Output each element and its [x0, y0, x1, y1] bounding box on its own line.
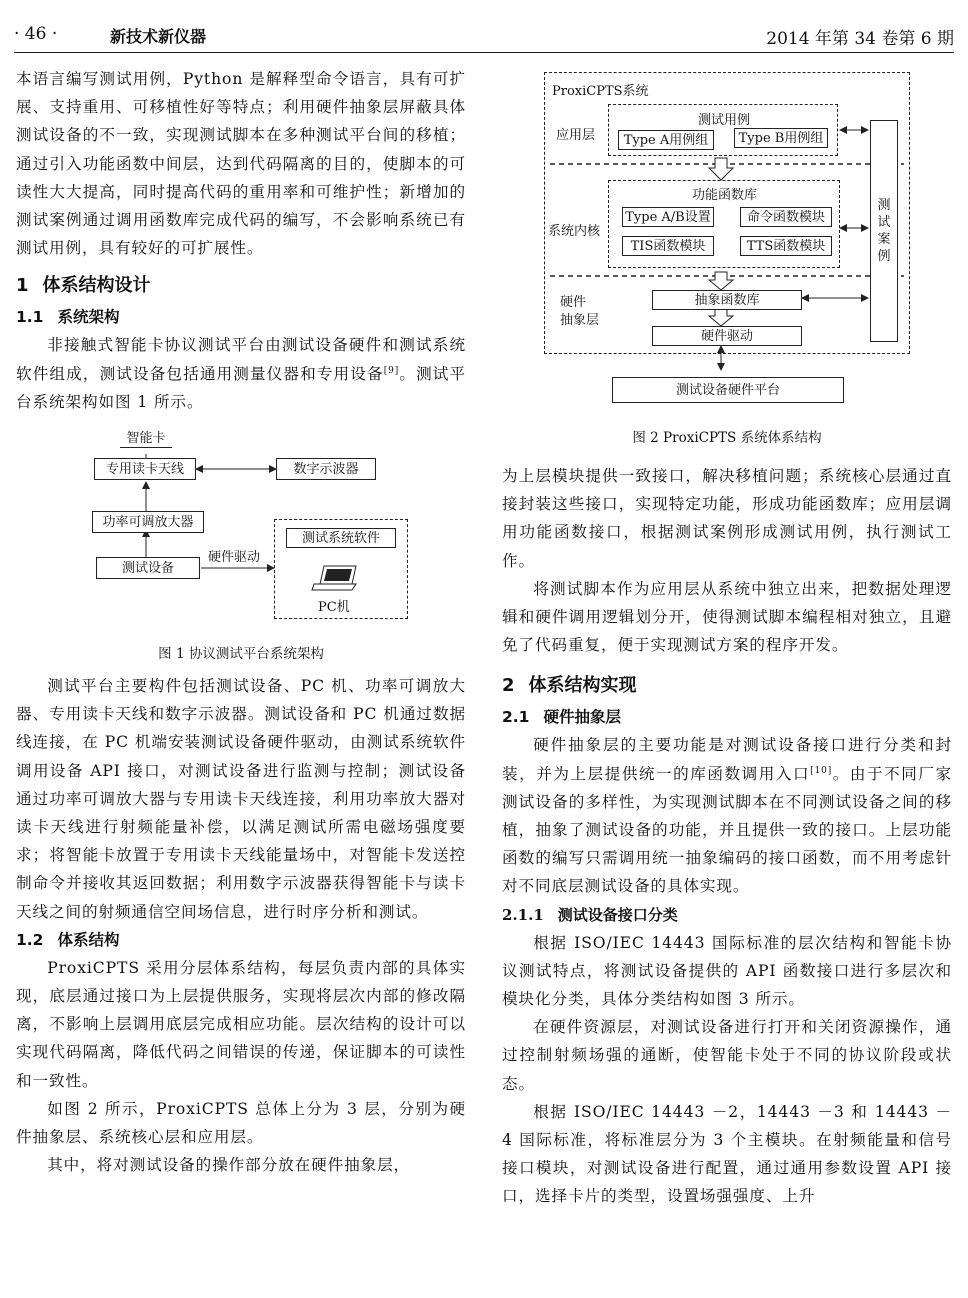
device-box: 测试设备	[96, 557, 200, 579]
amplifier-box: 功率可调放大器	[92, 511, 204, 533]
cmd-box: 命令函数模块	[740, 207, 832, 227]
platform-box: 测试设备硬件平台	[612, 377, 844, 403]
section-heading-1: 1 体系结构设计	[16, 275, 151, 297]
testcase-label: 测试用例	[698, 113, 751, 128]
testcase-side-box: 测 试 案 例	[870, 120, 898, 342]
typeab-box: Type A/B设置	[622, 207, 714, 227]
subsection-heading-1-1: 1.1 系统架构	[16, 308, 120, 327]
system-label: ProxiCPTS系统	[552, 84, 649, 99]
laptop-icon	[16, 416, 466, 636]
right-column	[502, 68, 952, 1211]
hwdriver-box: 硬件驱动	[652, 326, 802, 346]
paragraph: 如图 2 所示，ProxiCPTS 总体上分为 3 层，分别为硬件抽象层、系统核心层和应用层。	[16, 1099, 466, 1147]
figure-1	[16, 416, 466, 666]
paragraph: 根据 ISO/IEC 14443 国际标准的层次结构和智能卡协议测试特点，将测试设备提供的 API 函数接口进行多层次和模块化分类，具体分类结构如图 3 所示。	[502, 933, 952, 1009]
subsubsection-heading-2-1-1: 2.1.1 测试设备接口分类	[502, 905, 678, 924]
antenna-box: 专用读卡天线	[94, 458, 196, 480]
subsection-heading-2-1: 2.1 硬件抽象层	[502, 708, 621, 727]
paragraph: 将测试脚本作为应用层从系统中独立出来，把数据处理逻辑和硬件调用逻辑划分开，使得测试脚本编程相对独立，且避免了代码重复，便于实现测试方案的程序开发。	[502, 579, 952, 655]
paragraph: 硬件抽象层的主要功能是对测试设备接口进行分类和封装，并为上层提供统一的库函数调用入口[10]。由于不同厂家测试设备的多样性，为实现测试脚本在不同测试设备之间的移植，抽象了测试设备的功能，并且提供一致的接口。上层功能函数的编写只需调用统一抽象编码的接口函数，而不用考虑针对不同底层测试设备的具体实现。	[502, 736, 952, 896]
subsection-heading-1-2: 1.2 体系结构	[16, 930, 120, 949]
journal-name: 新技术新仪器	[110, 27, 207, 46]
paragraph: 本语言编写测试用例，Python 是解释型命令语言，具有可扩展、支持重用、可移植性好等特点；利用硬件抽象层屏蔽具体测试设备的不一致，实现测试脚本在多种测试平台间的移植；通过引入功能函数中间层，达到代码隔离的目的，使脚本的可读性大大提高，同时提高代码的重用率和可维护性；新增加的测试案例通过调用函数库完成代码的编写，不会影响系统已有测试用例，具有较好的可扩展性。	[16, 70, 466, 258]
tts-box: TTS函数模块	[740, 236, 832, 256]
driver-label: 硬件驱动	[208, 550, 261, 566]
paragraph: 其中，将对测试设备的操作部分放在硬件抽象层，	[47, 1156, 411, 1175]
typeA-box: Type A用例组	[618, 130, 714, 150]
smartcard-box: 智能卡	[120, 430, 172, 448]
running-header	[14, 22, 954, 53]
hw-layer-label: 硬件 抽象层	[560, 295, 600, 328]
paragraph: ProxiCPTS 采用分层体系结构，每层负责内部的具体实现，底层通过接口为上层提供服务，实现将层次内部的修改隔离，不影响上层调用底层完成相应功能。层次结构的设计可以实现代码隔离，降低代码之间错误的传递，保证脚本的可读性和一致性。	[16, 958, 466, 1090]
kernel-label: 系统内核	[548, 224, 601, 239]
scope-box: 数字示波器	[276, 458, 376, 480]
software-box: 测试系统软件	[286, 528, 396, 548]
typeB-box: Type B用例组	[734, 128, 828, 148]
paragraph: 根据 ISO/IEC 14443 －2，14443 －3 和 14443 －4 国际标准，将标准层分为 3 个主模块。在射频能量和信号接口模块，对测试设备进行配置，通过通用参数设置 API 接口，选择卡片的类型，设置场强强度、上升	[502, 1102, 952, 1206]
pc-label: PC机	[318, 600, 350, 616]
issue-info: 2014 年第 34 卷第 6 期	[766, 29, 954, 49]
paragraph: 测试平台主要构件包括测试设备、PC 机、功率可调放大器、专用读卡天线和数字示波器。测试设备和 PC 机通过数据线连接，在 PC 机端安装测试设备硬件驱动，由测试系统软件调用设备 API 接口，对测试设备进行监测与控制；测试设备通过功率可调放大器与专用读卡天线连接，利用功率放大器对读卡天线进行射频能量补偿，以满足测试所需电磁场强度要求；将智能卡放置于专用读卡天线能量场中，对智能卡发送控制命令并接收其返回数据；利用数字示波器获得智能卡与读卡天线之间的射频通信空间场信息，进行时序分析和测试。	[16, 677, 466, 921]
figure-1-caption: 图 1 协议测试平台系统架构	[158, 646, 324, 663]
tis-box: TIS函数模块	[622, 236, 714, 256]
figure-2-caption: 图 2 ProxiCPTS 系统体系结构	[632, 430, 822, 446]
paragraph: 为上层模块提供一致接口，解决移植问题；系统核心层通过直接封装这些接口，实现特定功能，形成功能函数库；应用层调用功能函数接口，根据测试案例形成测试用例，执行测试工作。	[502, 467, 952, 570]
app-layer-label: 应用层	[556, 128, 596, 143]
abstract-lib-box: 抽象函数库	[652, 290, 802, 310]
citation: [10]	[810, 765, 833, 776]
paragraph: 在硬件资源层，对测试设备进行打开和关闭资源操作，通过控制射频场强的通断，使智能卡处于不同的协议阶段或状态。	[502, 1018, 952, 1093]
citation: [9]	[383, 365, 400, 376]
figure-2	[502, 68, 952, 448]
func-lib-label: 功能函数库	[692, 188, 758, 203]
paragraph: 非接触式智能卡协议测试平台由测试设备硬件和测试系统软件组成，测试设备包括通用测量仪器和专用设备[9]。测试平台系统架构如图 1 所示。	[16, 336, 466, 411]
page-number: · 46 ·	[14, 24, 58, 44]
section-heading-2: 2 体系结构实现	[502, 675, 637, 697]
left-column	[16, 65, 466, 1179]
